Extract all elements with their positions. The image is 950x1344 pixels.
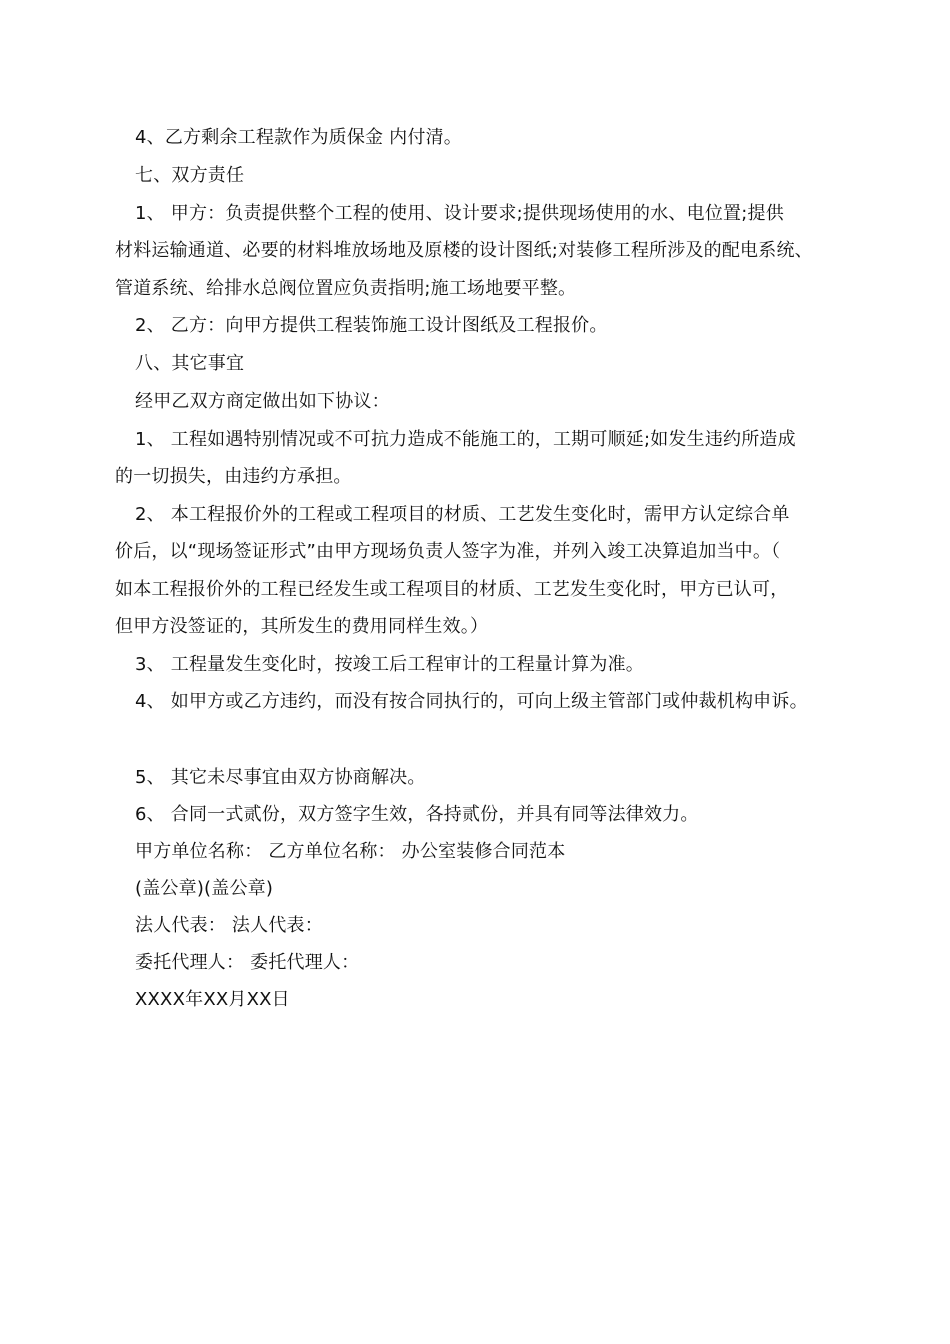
clause-4-retention: 4、乙方剩余工程款作为质保金 内付清。 (135, 127, 462, 148)
other-clause-1-line-1: 1、 工程如遇特别情况或不可抗力造成不能施工的，工期可顺延;如发生违约所造成 (135, 429, 796, 450)
other-clause-2-line-1: 2、 本工程报价外的工程或工程项目的材质、工艺发生变化时，需甲方认定综合单 (135, 504, 790, 525)
other-clause-2-line-4: 但甲方没签证的，其所发生的费用同样生效。） (115, 616, 489, 637)
signature-legal-representatives: 法人代表： 法人代表： (135, 915, 323, 936)
party-a-responsibility-line-3: 管道系统、给排水总阀位置应负责指明;施工场地要平整。 (115, 278, 577, 299)
other-clause-2-line-2: 价后，以“现场签证形式”由甲方现场负责人签字为准，并列入竣工决算追加当中。（ (115, 541, 781, 562)
signature-unit-names: 甲方单位名称： 乙方单位名称： 办公室装修合同范本 (135, 841, 566, 862)
party-a-responsibility-line-2: 材料运输通道、必要的材料堆放场地及原楼的设计图纸;对装修工程所涉及的配电系统、 (115, 240, 813, 261)
other-clause-6: 6、 合同一式贰份，双方签字生效，各持贰份，并具有同等法律效力。 (135, 804, 699, 825)
signature-seals: (盖公章)(盖公章) (135, 878, 274, 899)
party-b-responsibility: 2、 乙方：向甲方提供工程装饰施工设计图纸及工程报价。 (135, 315, 608, 336)
section-heading-responsibilities: 七、双方责任 (135, 165, 245, 186)
other-clause-3: 3、 工程量发生变化时，按竣工后工程审计的工程量计算为准。 (135, 654, 644, 675)
other-clause-1-line-2: 的一切损失，由违约方承担。 (115, 466, 352, 487)
signature-authorized-agents: 委托代理人： 委托代理人： (135, 952, 360, 973)
other-clause-4: 4、 如甲方或乙方违约，而没有按合同执行的，可向上级主管部门或仲裁机构申诉。 (135, 691, 808, 712)
other-clause-5: 5、 其它未尽事宜由双方协商解决。 (135, 767, 426, 788)
party-a-responsibility-line-1: 1、 甲方：负责提供整个工程的使用、设计要求;提供现场使用的水、电位置;提供 (135, 203, 784, 224)
agreement-intro: 经甲乙双方商定做出如下协议： (135, 391, 390, 412)
other-clause-2-line-3: 如本工程报价外的工程已经发生或工程项目的材质、工艺发生变化时，甲方已认可， (115, 579, 789, 600)
section-heading-other-matters: 八、其它事宜 (135, 353, 245, 374)
signature-date: XXXX年XX月XX日 (135, 989, 290, 1010)
